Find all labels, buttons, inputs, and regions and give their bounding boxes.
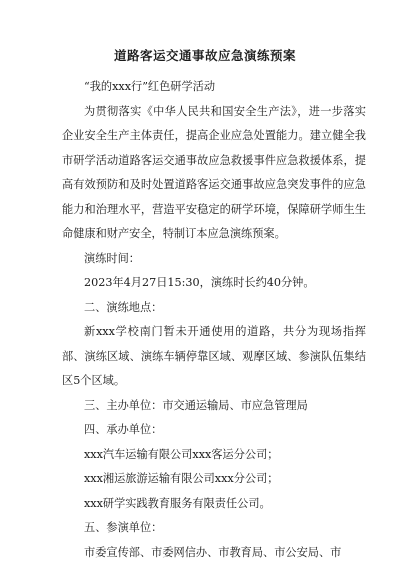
section-heading-time: 演练时间： (84, 251, 140, 265)
document-title: 道路客运交通事故应急演练预案 (113, 48, 296, 63)
section-heading-location: 二、演练地点： (84, 300, 163, 314)
participants-line-1: 市委宣传部、市委网信办、市教育局、市公安局、市 (84, 545, 342, 559)
undertaker-line-3: xxx研学实践教育服务有限责任公司。 (84, 496, 271, 510)
section-text-location: 新xxx学校南门暂未开通使用的道路，共分为现场指挥部、演练区域、演练车辆停靠区域、观摩区域、参演队伍集结区5个区域。 (62, 325, 366, 387)
undertaker-line-1: xxx汽车运输有限公司xxx客运分公司； (84, 447, 279, 461)
section-text-time: 2023年4月27日15:30，演练时长约40分钟。 (84, 276, 315, 289)
document-subtitle: “我的xxx行”红色研学活动 (84, 80, 216, 93)
intro-paragraph: 为贯彻落实《中华人民共和国安全生产法》，进一步落实企业安全生产主体责任，提高企业应急处置能力。建立健全我市研学活动道路客运交通事故应急救援事件应急救援体系，提高有效预防和及时处置道路客运交通事故应急突发事件的应急能力和治理水平，营造平安稳定的研学环境，保障研学师生生命健康和财产安全，特制订本应急演练预案。 (62, 104, 366, 240)
section-heading-participants: 五、参演单位： (84, 521, 163, 534)
undertaker-line-2: xxx湘运旅游运输有限公司xxx分公司； (84, 472, 279, 485)
section-heading-organizer: 三、主办单位：市交通运输局、市应急管理局 (84, 398, 308, 412)
section-heading-undertaker: 四、承办单位： (84, 423, 163, 436)
